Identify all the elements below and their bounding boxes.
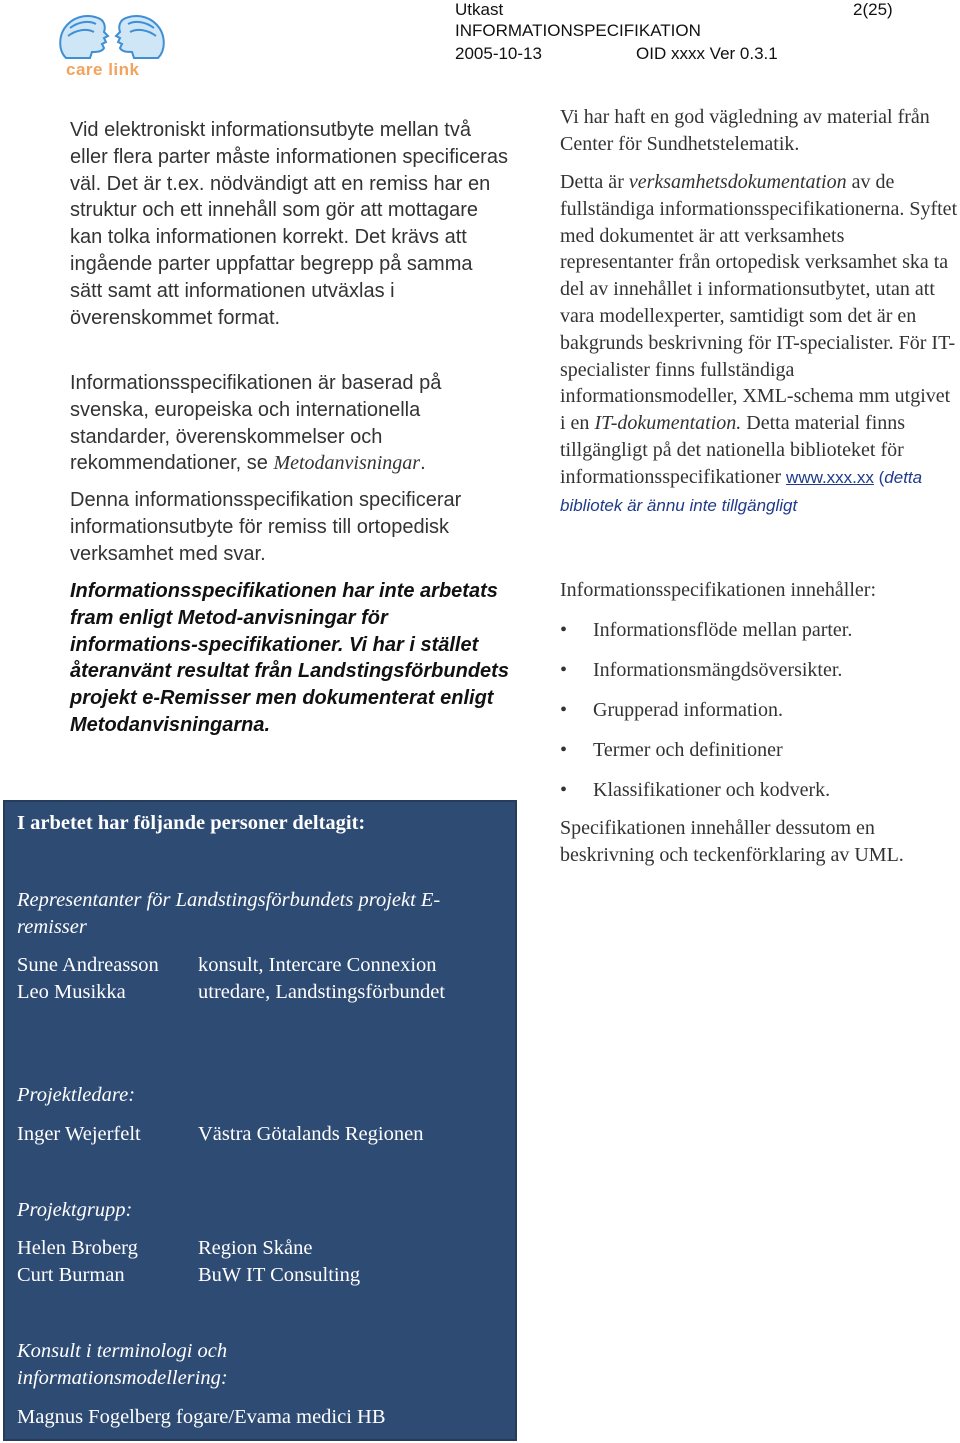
list-item: • Grupperad information. <box>560 697 960 737</box>
participant-name: Helen Broberg <box>17 1237 138 1259</box>
consultant-name: Magnus Fogelberg fogare/Evama medici HB <box>17 1406 386 1428</box>
participant-name: Leo Musikka <box>17 981 126 1003</box>
verksamhetsdokumentation-term: verksamhetsdokumentation <box>628 171 847 193</box>
library-link[interactable]: www.xxx.xx <box>786 467 874 487</box>
participants-heading: I arbetet har följande personer deltagit: <box>17 812 366 834</box>
page-number: 2(25) <box>853 0 893 19</box>
basis-text-end: . <box>420 452 426 475</box>
list-item: • Informationsmängdsöversikter. <box>560 657 960 697</box>
basis-paragraph <box>70 370 510 477</box>
participant-role: Västra Götalands Regionen <box>198 1123 424 1145</box>
library-note-open: ( <box>873 467 885 487</box>
list-item: • Termer och definitioner <box>560 737 960 777</box>
document-status: Utkast <box>455 0 504 19</box>
project-group-title: Projektgrupp: <box>17 1199 133 1221</box>
list-item: • Klassifikationer och kodverk. <box>560 777 960 817</box>
participant-role: utredare, Landstingsförbundet <box>198 981 446 1003</box>
consultant-title: Konsult i terminologi och <box>17 1340 228 1362</box>
basis-text: Informationsspecifikationen är baserad på svenska, europeiska och internationella standarder, överenskommelser och rekommendationer, se <box>70 372 442 475</box>
document-oid: OID xxxx Ver 0.3.1 <box>636 44 778 63</box>
participant-role: BuW IT Consulting <box>198 1264 361 1286</box>
purpose-text: Detta är <box>560 171 629 193</box>
contents-list <box>560 617 960 817</box>
metodanvisningar-reference: Metodanvisningar <box>273 452 421 475</box>
list-item: • Informationsflöde mellan parter. <box>560 617 960 657</box>
library-note: detta bibliotek är ännu inte tillgängligt <box>560 467 923 515</box>
consultant-title-cont: informationsmodellering: <box>17 1367 228 1389</box>
uml-paragraph: Specifikationen innehåller dessutom en beskrivning och teckenförklaring av UML. <box>560 817 904 866</box>
purpose-text-cont: av de fullständiga informationsspecifikationerna. Syftet med dokumentet är att verksamhets representanter från ortopedisk verksamhet ska ta del av innehållet i informationsutbytet, utan att vara modellexperter, samtidigt som det är en bakgrunds beskrivning för IT-specialister. För IT-specialister finns fullständiga informationsmodeller, XML-schema mm utgivet i en <box>560 171 958 435</box>
project-leader-title: Projektledare: <box>17 1084 136 1106</box>
logo-text: care link <box>66 60 140 79</box>
participant-name: Sune Andreasson <box>17 954 159 976</box>
guidance-paragraph: Vi har haft en god vägledning av material från Center för Sundhetstelematik. <box>560 106 930 155</box>
document-date: 2005-10-13 <box>455 44 542 63</box>
participant-role: konsult, Intercare Connexion <box>198 954 437 976</box>
participants-box <box>3 800 517 1441</box>
purpose-paragraph <box>560 169 960 519</box>
representatives-title: Representanter för Landstingsförbundets projekt E-remisser <box>17 889 441 938</box>
participant-role: Region Skåne <box>198 1237 313 1259</box>
intro-paragraph: Vid elektroniskt informationsutbyte mellan två eller flera parter måste informationen specificeras väl. Det är t.ex. nödvändigt att en remiss har en struktur och ett innehåll som gör att mottagare kan tolka informationen korrekt. Det krävs att ingående parter uppfattar begrepp på samma sätt samt att informationen utväxlas i överenskommet format. <box>70 119 508 329</box>
it-dokumentation-term: IT-dokumentation. <box>594 412 742 435</box>
participant-name: Curt Burman <box>17 1264 125 1286</box>
scope-paragraph: Denna informationsspecifikation specificerar informationsutbyte för remiss till ortopedisk verksamhet med svar. <box>70 489 462 565</box>
contents-intro: Informationsspecifikationen innehåller: <box>560 579 877 601</box>
disclaimer-paragraph: Informationsspecifikationen har inte arbetats fram enligt Metod-anvisningar för informations-specifikationer. Vi har i stället återanvänt resultat från Landstingsförbundets projekt e-Remisser men dokumenterat enligt Metodanvisningarna. <box>70 580 509 736</box>
purpose-text-end: Detta material finns tillgängligt på det nationella biblioteket för informationsspecifikationer <box>560 412 906 488</box>
document-title: INFORMATIONSPECIFIKATION <box>455 21 701 40</box>
participant-name: Inger Wejerfelt <box>17 1123 141 1145</box>
